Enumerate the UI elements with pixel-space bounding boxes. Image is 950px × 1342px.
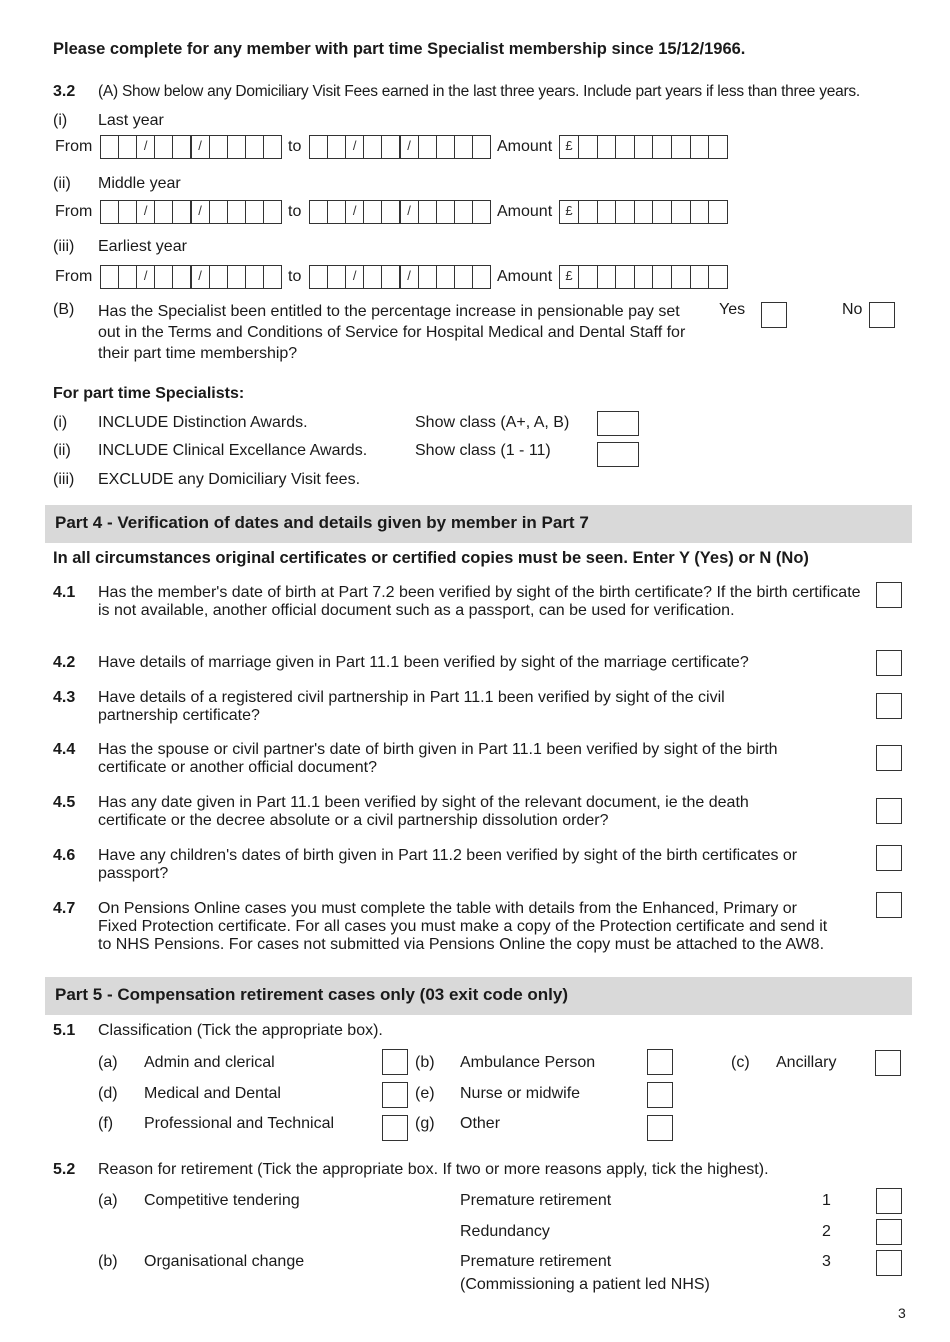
reason-code: 2: [822, 1223, 831, 1240]
to-date-cell[interactable]: [400, 135, 419, 159]
amount-cell[interactable]: [671, 200, 691, 224]
from-label: From: [55, 138, 93, 155]
to-date-cell[interactable]: [345, 135, 364, 159]
from-date-cell[interactable]: [100, 265, 119, 289]
show-class-label: Show class (A+, A, B): [415, 414, 570, 431]
to-date-cell[interactable]: [454, 135, 473, 159]
question-4-2: Have details of marriage given in Part 11.1 been verified by sight of the marriage certificate?: [98, 654, 749, 671]
from-date-cell[interactable]: [209, 200, 228, 224]
group-organisational-change: Organisational change: [144, 1253, 305, 1270]
checkbox-ambulance[interactable]: [647, 1049, 673, 1075]
to-date-cell[interactable]: [363, 200, 382, 224]
answer-box-4-6[interactable]: [876, 845, 902, 871]
to-date-cell[interactable]: [400, 200, 419, 224]
reason-redundancy: Redundancy: [460, 1223, 550, 1240]
from-date-cell[interactable]: [191, 265, 210, 289]
amount-cell[interactable]: [708, 200, 728, 224]
date-row-earliest-year: [0, 265, 950, 291]
amount-cell[interactable]: [634, 135, 654, 159]
date-separator: /: [143, 268, 148, 283]
from-date-cell[interactable]: [227, 200, 246, 224]
page-number: 3: [898, 1305, 906, 1321]
date-separator: /: [198, 203, 202, 218]
to-date-cell[interactable]: [345, 265, 364, 289]
option-letter: (e): [415, 1085, 435, 1102]
answer-box-4-1[interactable]: [876, 582, 902, 608]
answer-box-4-2[interactable]: [876, 650, 902, 676]
currency-cell: [559, 265, 579, 289]
item-number: 5.1: [53, 1022, 76, 1039]
option-other: Other: [460, 1115, 501, 1132]
clinical-class-input[interactable]: [597, 442, 639, 467]
from-date-cell[interactable]: [172, 265, 191, 289]
to-date-cell[interactable]: [363, 135, 382, 159]
option-medical-dental: Medical and Dental: [144, 1085, 281, 1102]
to-date-cell[interactable]: [418, 135, 437, 159]
to-label: to: [288, 138, 302, 155]
amount-cell[interactable]: [578, 265, 598, 289]
from-date-cell[interactable]: [154, 265, 173, 289]
currency-symbol: £: [565, 138, 573, 153]
amount-cell[interactable]: [597, 265, 617, 289]
question-4-7: On Pensions Online cases you must complete the table with details from the Enhanced, Primary or Fixed Protection certificate. For all cases you must make a copy of the Protection certificate and send it to NHS Pensions. For cases not submitted via Pensions Online the copy must be attached to the AW8.: [98, 900, 828, 953]
question-4-1: Has the member's date of birth at Part 7.2 been verified by sight of the birth certificate? If the birth certificate is not available, another official document such as a passport, can be used for verification.: [98, 584, 861, 619]
item-number: 4.1: [53, 584, 76, 601]
date-separator: /: [407, 268, 411, 283]
to-date-cell[interactable]: [472, 200, 491, 224]
option-admin-clerical: Admin and clerical: [144, 1054, 275, 1071]
from-date-cell[interactable]: [172, 135, 191, 159]
amount-cell[interactable]: [578, 200, 598, 224]
to-date-cell[interactable]: [363, 265, 382, 289]
from-date-cell[interactable]: [209, 265, 228, 289]
reason-sublabel: (Commissioning a patient led NHS): [460, 1276, 710, 1293]
to-date-cell[interactable]: [472, 265, 491, 289]
amount-cell[interactable]: [708, 265, 728, 289]
amount-label: Amount: [497, 138, 553, 155]
question-4-3: Have details of a registered civil partnership in Part 11.1 been verified by sight of the civil partnership certificate?: [98, 689, 725, 724]
answer-box-4-4[interactable]: [876, 745, 902, 771]
from-date-cell[interactable]: [118, 135, 137, 159]
to-date-cell[interactable]: [381, 135, 400, 159]
answer-box-4-7[interactable]: [876, 892, 902, 918]
date-row-last-year: [0, 135, 950, 161]
to-date-cell[interactable]: [454, 265, 473, 289]
to-date-cell[interactable]: [436, 200, 455, 224]
date-row-middle-year: [0, 200, 950, 226]
item-number: 4.2: [53, 654, 76, 671]
row-roman: (i): [53, 112, 68, 129]
option-nurse-midwife: Nurse or midwife: [460, 1085, 581, 1102]
row-label-middle-year: Middle year: [98, 175, 181, 192]
to-date-cell[interactable]: [327, 135, 346, 159]
from-date-cell[interactable]: [118, 265, 137, 289]
b-question: Has the Specialist been entitled to the percentage increase in pensionable pay set out in the Terms and Conditions of Service for Hospital Medical and Dental Staff for their part time membership?: [98, 303, 686, 362]
item-number: 5.2: [53, 1161, 76, 1178]
from-date-cell[interactable]: [100, 135, 119, 159]
reason-code: 1: [822, 1192, 831, 1209]
to-date-cell[interactable]: [309, 265, 328, 289]
from-date-cell[interactable]: [263, 135, 282, 159]
from-date-cell[interactable]: [172, 200, 191, 224]
from-date-cell[interactable]: [245, 200, 264, 224]
amount-cell[interactable]: [634, 265, 654, 289]
checkbox-reason-2[interactable]: [876, 1219, 902, 1245]
part-4-note: In all circumstances original certificates or certified copies must be seen. Enter Y (Yes) or N (No): [53, 549, 809, 567]
reason-premature-retirement-nhs: Premature retirement: [460, 1253, 612, 1270]
date-separator: /: [143, 138, 148, 153]
from-date-cell[interactable]: [245, 135, 264, 159]
from-date-cell[interactable]: [136, 135, 155, 159]
from-date-cell[interactable]: [263, 200, 282, 224]
amount-cell[interactable]: [634, 200, 654, 224]
group-letter: (b): [98, 1253, 118, 1270]
from-date-cell[interactable]: [191, 135, 210, 159]
amount-cell[interactable]: [652, 200, 672, 224]
to-date-cell[interactable]: [418, 200, 437, 224]
amount-label: Amount: [497, 203, 553, 220]
amount-cell[interactable]: [615, 265, 635, 289]
checkbox-professional-technical[interactable]: [382, 1115, 408, 1141]
section-3-2-text: (A) Show below any Domiciliary Visit Fees earned in the last three years. Include part years if less than three years.: [98, 83, 860, 100]
yes-label: Yes: [719, 301, 746, 318]
classification-label: Classification (Tick the appropriate box).: [98, 1022, 383, 1039]
to-date-cell[interactable]: [381, 200, 400, 224]
from-date-cell[interactable]: [191, 200, 210, 224]
to-date-cell[interactable]: [472, 135, 491, 159]
amount-label: Amount: [497, 268, 553, 285]
item-number: 4.7: [53, 900, 76, 917]
currency-symbol: £: [565, 203, 573, 218]
from-date-cell[interactable]: [245, 265, 264, 289]
pt-item-clinical: INCLUDE Clinical Excellance Awards.: [98, 442, 368, 459]
from-date-cell[interactable]: [136, 265, 155, 289]
no-label: No: [842, 301, 863, 318]
item-number: 4.3: [53, 689, 76, 706]
amount-cell[interactable]: [652, 135, 672, 159]
to-date-cell[interactable]: [436, 135, 455, 159]
amount-cell[interactable]: [597, 135, 617, 159]
date-separator: /: [352, 138, 357, 153]
option-ancillary: Ancillary: [776, 1054, 837, 1071]
to-date-cell[interactable]: [327, 265, 346, 289]
distinction-class-input[interactable]: [597, 411, 639, 436]
no-checkbox[interactable]: [869, 302, 895, 328]
checkbox-medical-dental[interactable]: [382, 1082, 408, 1108]
row-roman: (ii): [53, 175, 71, 192]
checkbox-reason-1[interactable]: [876, 1188, 902, 1214]
from-date-cell[interactable]: [263, 265, 282, 289]
item-number: 4.5: [53, 794, 76, 811]
option-professional-technical: Professional and Technical: [144, 1115, 335, 1132]
to-date-cell[interactable]: [309, 135, 328, 159]
question-4-6: Have any children's dates of birth given in Part 11.2 been verified by sight of the birth certificates or passport?: [98, 847, 798, 882]
to-date-cell[interactable]: [400, 265, 419, 289]
question-4-5: Has any date given in Part 11.1 been verified by sight of the relevant document, ie the death certificate or the decree absolute or a civil partnership dissolution order?: [98, 794, 749, 829]
option-letter: (d): [98, 1085, 118, 1102]
reason-code: 3: [822, 1253, 831, 1270]
row-label-earliest-year: Earliest year: [98, 238, 187, 255]
pt-item-exclude: EXCLUDE any Domiciliary Visit fees.: [98, 471, 361, 488]
option-letter: (a): [98, 1054, 118, 1071]
to-date-cell[interactable]: [309, 200, 328, 224]
pt-item-distinction: INCLUDE Distinction Awards.: [98, 414, 308, 431]
from-date-cell[interactable]: [118, 200, 137, 224]
section-number: 3.2: [53, 83, 76, 100]
from-date-cell[interactable]: [227, 135, 246, 159]
question-4-4: Has the spouse or civil partner's date of birth given in Part 11.1 been verified by sight of the birth certificate or another official document?: [98, 741, 778, 776]
reason-label: Reason for retirement (Tick the appropriate box. If two or more reasons apply, tick the highest).: [98, 1161, 769, 1178]
checkbox-admin-clerical[interactable]: [382, 1049, 408, 1075]
amount-cell[interactable]: [578, 135, 598, 159]
answer-box-4-3[interactable]: [876, 693, 902, 719]
pt-roman: (ii): [53, 442, 71, 459]
amount-cell[interactable]: [652, 265, 672, 289]
intro-heading: Please complete for any member with part time Specialist membership since 15/12/1966.: [53, 40, 746, 58]
item-number: 4.6: [53, 847, 76, 864]
currency-symbol: £: [565, 268, 573, 283]
from-label: From: [55, 268, 93, 285]
yes-checkbox[interactable]: [761, 302, 787, 328]
to-date-cell[interactable]: [327, 200, 346, 224]
from-date-cell[interactable]: [227, 265, 246, 289]
to-date-cell[interactable]: [418, 265, 437, 289]
part-4-title: Part 4 - Verification of dates and details given by member in Part 7: [55, 513, 589, 532]
date-separator: /: [198, 268, 202, 283]
date-separator: /: [352, 268, 357, 283]
pt-roman: (iii): [53, 471, 75, 488]
to-date-cell[interactable]: [454, 200, 473, 224]
date-separator: /: [407, 203, 411, 218]
row-label-last-year: Last year: [98, 112, 164, 129]
group-competitive-tendering: Competitive tendering: [144, 1192, 300, 1209]
option-letter: (g): [415, 1115, 435, 1132]
to-label: to: [288, 203, 302, 220]
reason-premature-retirement: Premature retirement: [460, 1192, 612, 1209]
amount-cell[interactable]: [615, 135, 635, 159]
part-time-heading: For part time Specialists:: [53, 385, 245, 402]
answer-box-4-5[interactable]: [876, 798, 902, 824]
currency-cell: [559, 135, 579, 159]
row-roman: (iii): [53, 238, 75, 255]
checkbox-ancillary[interactable]: [875, 1050, 901, 1076]
option-letter: (c): [731, 1054, 750, 1071]
item-number: 4.4: [53, 741, 76, 758]
date-separator: /: [352, 203, 357, 218]
option-letter: (f): [98, 1115, 114, 1132]
option-letter: (b): [415, 1054, 435, 1071]
from-date-cell[interactable]: [100, 200, 119, 224]
to-date-cell[interactable]: [436, 265, 455, 289]
date-separator: /: [143, 203, 148, 218]
to-date-cell[interactable]: [345, 200, 364, 224]
group-letter: (a): [98, 1192, 118, 1209]
checkbox-nurse-midwife[interactable]: [647, 1082, 673, 1108]
part-4-header: [45, 505, 912, 543]
to-label: to: [288, 268, 302, 285]
amount-cell[interactable]: [671, 265, 691, 289]
date-separator: /: [198, 138, 202, 153]
checkbox-reason-3[interactable]: [876, 1250, 902, 1276]
from-date-cell[interactable]: [154, 135, 173, 159]
currency-cell: [559, 200, 579, 224]
from-date-cell[interactable]: [154, 200, 173, 224]
amount-cell[interactable]: [615, 200, 635, 224]
show-class-label: Show class (1 - 11): [415, 442, 551, 459]
checkbox-other[interactable]: [647, 1115, 673, 1141]
amount-cell[interactable]: [690, 265, 710, 289]
amount-cell[interactable]: [690, 135, 710, 159]
part-5-header: [45, 977, 912, 1015]
pt-roman: (i): [53, 414, 68, 431]
part-5-title: Part 5 - Compensation retirement cases only (03 exit code only): [55, 985, 568, 1004]
amount-cell[interactable]: [597, 200, 617, 224]
amount-cell[interactable]: [708, 135, 728, 159]
from-date-cell[interactable]: [209, 135, 228, 159]
b-marker: (B): [53, 301, 75, 318]
from-date-cell[interactable]: [136, 200, 155, 224]
to-date-cell[interactable]: [381, 265, 400, 289]
date-separator: /: [407, 138, 411, 153]
from-label: From: [55, 203, 93, 220]
option-ambulance: Ambulance Person: [460, 1054, 596, 1071]
amount-cell[interactable]: [671, 135, 691, 159]
amount-cell[interactable]: [690, 200, 710, 224]
